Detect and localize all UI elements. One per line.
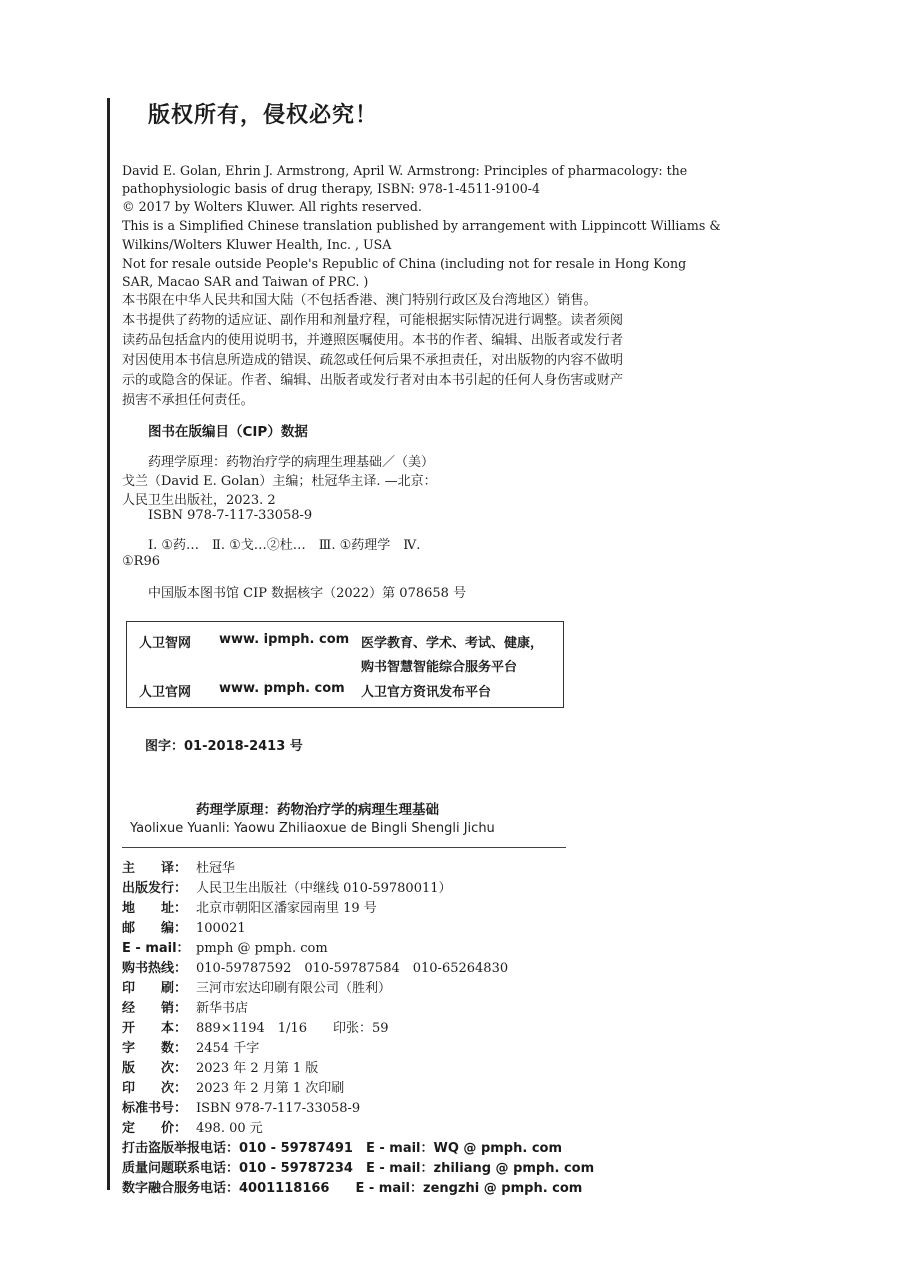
cip-line: 药理学原理：药物治疗学的病理生理基础／（美） [148, 455, 435, 470]
detail-value: 889×1194 1/16 印张：59 [196, 1021, 389, 1036]
book-title-pinyin: Yaolixue Yuanli: Yaowu Zhiliaoxue de Bingli Shengli Jichu [130, 821, 495, 836]
cip-line: 戈兰（David E. Golan）主编；杜冠华主译. —北京： [122, 474, 437, 489]
detail-value: 北京市朝阳区潘家园南里 19 号 [196, 901, 377, 916]
detail-row [122, 857, 235, 876]
site-name: 人卫智网 [139, 636, 192, 651]
book-title: 药理学原理：药物治疗学的病理生理基础 [196, 802, 439, 818]
service-info-box [126, 621, 564, 708]
detail-label: 主 译： [122, 861, 188, 876]
detail-row [122, 1017, 389, 1036]
detail-row [122, 897, 377, 916]
detail-label: 邮 编： [122, 921, 188, 936]
site-name: 人卫官网 [139, 685, 192, 700]
disclaimer-line: 读药品包括盒内的使用说明书，并遵照医嘱使用。本书的作者、编辑、出版者或发行者 [122, 333, 624, 348]
site-url: www. ipmph. com [219, 632, 350, 647]
divider [122, 847, 566, 848]
disclaimer-line: 对因使用本书信息所造成的错误、疏忽或任何后果不承担责任，对出版物的内容不做明 [122, 353, 624, 368]
cip-line: ①R96 [122, 554, 160, 569]
disclaimer-line: 示的或隐含的保证。作者、编辑、出版者或发行者对由本书引起的任何人身伤害或财产 [122, 373, 624, 388]
english-line: Not for resale outside People's Republic of China (including not for resale in Hong Kong [122, 256, 687, 271]
detail-row [122, 997, 248, 1016]
detail-label: 开 本： [122, 1021, 188, 1036]
site-description: 医学教育、学术、考试、健康， [361, 636, 544, 651]
detail-value: 2023 年 2 月第 1 版 [196, 1061, 319, 1076]
cip-line: Ⅰ. ①药… Ⅱ. ①戈…②杜… Ⅲ. ①药理学 Ⅳ. [148, 538, 421, 553]
detail-label: 购书热线： [122, 961, 188, 976]
copyright-registration-number: 图字：01-2018-2413 号 [145, 739, 303, 754]
site-description: 购书智慧智能综合服务平台 [361, 660, 518, 675]
detail-label: 定 价： [122, 1121, 188, 1136]
detail-value: 杜冠华 [196, 861, 236, 876]
detail-row [122, 1097, 360, 1116]
disclaimer-line: 本书提供了药物的适应证、副作用和剂量疗程，可能根据实际情况进行调整。读者须阅 [122, 313, 624, 328]
cip-line: 中国版本图书馆 CIP 数据核字（2022）第 078658 号 [148, 586, 467, 601]
english-line: This is a Simplified Chinese translation published by arrangement with Lippincott Williams & [122, 218, 721, 233]
hotline-row: 数字融合服务电话：4001118166 E - mail：zengzhi @ pmph. com [122, 1181, 583, 1196]
sale-notice: 本书限在中华人民共和国大陆（不包括香港、澳门特别行政区及台湾地区）销售。 [122, 293, 597, 308]
detail-value: 010-59787592 010-59787584 010-65264830 [196, 961, 509, 976]
cip-line: ISBN 978-7-117-33058-9 [148, 508, 313, 523]
hotline-row: 质量问题联系电话：010 - 59787234 E - mail：zhiliang @ pmph. com [122, 1161, 595, 1176]
english-line: pathophysiologic basis of drug therapy, ISBN: 978-1-4511-9100-4 [122, 181, 540, 196]
detail-label: 出版发行： [122, 881, 188, 896]
detail-row [122, 917, 246, 936]
detail-value: 三河市宏达印刷有限公司（胜利） [196, 981, 392, 996]
detail-row [122, 1117, 263, 1136]
detail-label: 标准书号： [122, 1101, 188, 1116]
detail-value: 2454 千字 [196, 1041, 260, 1056]
detail-label: 地 址： [122, 901, 188, 916]
english-line: SAR, Macao SAR and Taiwan of PRC. ) [122, 274, 369, 289]
detail-value: pmph @ pmph. com [196, 941, 328, 956]
site-url: www. pmph. com [219, 681, 345, 696]
detail-label: 版 次： [122, 1061, 188, 1076]
detail-value: 人民卫生出版社（中继线 010-59780011） [196, 881, 452, 896]
detail-row [122, 1057, 318, 1076]
detail-value: ISBN 978-7-117-33058-9 [196, 1101, 361, 1116]
detail-row [122, 1037, 259, 1056]
detail-label: E - mail： [122, 941, 190, 956]
detail-value: 100021 [196, 921, 246, 936]
disclaimer-line: 损害不承担任何责任。 [122, 393, 254, 408]
detail-row [122, 957, 508, 976]
detail-row [122, 1077, 344, 1096]
detail-label: 经 销： [122, 1001, 188, 1016]
detail-value: 498. 00 元 [196, 1121, 263, 1136]
english-line: © 2017 by Wolters Kluwer. All rights reserved. [122, 199, 422, 214]
english-line: David E. Golan, Ehrin J. Armstrong, April W. Armstrong: Principles of pharmacology: the [122, 163, 688, 178]
detail-label: 印 刷： [122, 981, 188, 996]
copyright-headline: 版权所有，侵权必究！ [148, 103, 379, 128]
detail-label: 印 次： [122, 1081, 188, 1096]
site-description: 人卫官方资讯发布平台 [361, 685, 492, 700]
detail-row [122, 877, 452, 896]
detail-value: 新华书店 [196, 1001, 249, 1016]
hotline-row: 打击盗版举报电话：010 - 59787491 E - mail：WQ @ pmph. com [122, 1141, 563, 1156]
margin-rule [107, 98, 110, 1190]
english-line: Wilkins/Wolters Kluwer Health, Inc. , USA [122, 237, 392, 252]
cip-title: 图书在版编目（CIP）数据 [148, 424, 308, 440]
detail-value: 2023 年 2 月第 1 次印刷 [196, 1081, 345, 1096]
cip-line: 人民卫生出版社，2023. 2 [122, 493, 276, 508]
detail-label: 字 数： [122, 1041, 188, 1056]
detail-row [122, 937, 328, 956]
detail-row [122, 977, 391, 996]
